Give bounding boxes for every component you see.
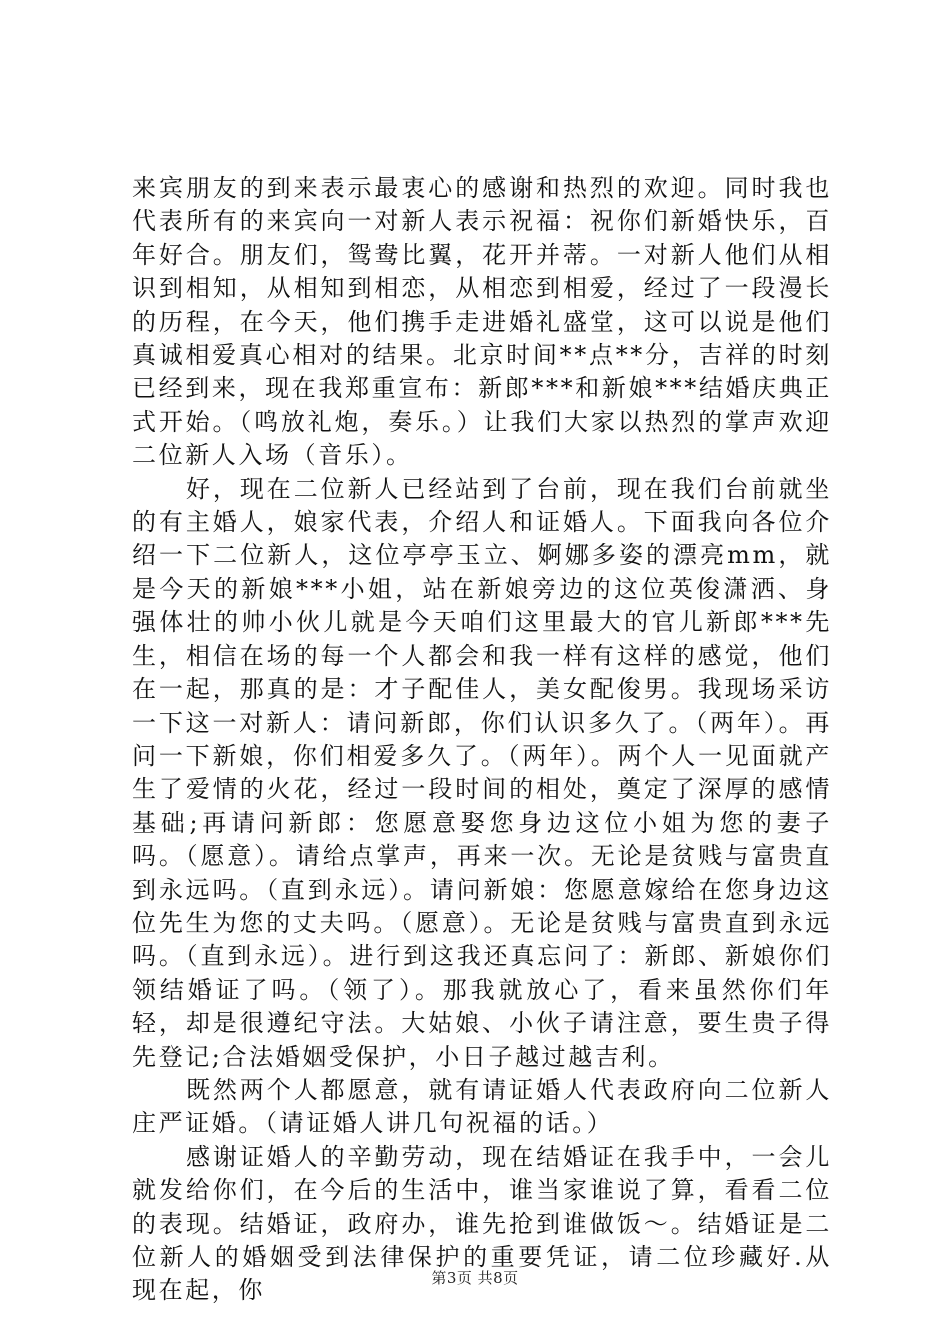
paragraph-2: 好，现在二位新人已经站到了台前，现在我们台前就坐的有主婚人，娘家代表，介绍人和证婚人。下面我向各位介绍一下二位新人，这位亭亭玉立、婀娜多姿的漂亮mm，就是今天的新娘***小姐，站在新娘旁边的这位英俊潇洒、身强体壮的帅小伙儿就是今天咱们这里最大的官儿新郎***先生，相信在场的每一个人都会和我一样有这样的感觉，他们在一起，那真的是：才子配佳人，美女配俊男。我现场采访一下这一对新人：请问新郎，你们认识多久了。（两年）。再问一下新娘，你们相爱多久了。（两年）。两个人一见面就产生了爱情的火花，经过一段时间的相处，奠定了深厚的感情基础;再请问新郎：您愿意娶您身边这位小姐为您的妻子吗。（愿意）。请给点掌声，再来一次。无论是贫贱与富贵直到永远吗。（直到永远）。请问新娘：您愿意嫁给在您身边这位先生为您的丈夫吗。（愿意）。无论是贫贱与富贵直到永远吗。（直到永远）。进行到这我还真忘问了：新郎、新娘你们领结婚证了吗。（领了）。那我就放心了，看来虽然你们年轻，却是很遵纪守法。大姑娘、小伙子请注意，要生贵子得先登记;合法婚姻受保护，小日子越过越吉利。 [132, 474, 832, 1071]
paragraph-3: 既然两个人都愿意，就有请证婚人代表政府向二位新人庄严证婚。（请证婚人讲几句祝福的话。） [132, 1075, 832, 1138]
page-number-footer: 第3页 共8页 [431, 1269, 519, 1287]
document-body [132, 172, 832, 1308]
paragraph-4: 感谢证婚人的辛勤劳动，现在结婚证在我手中，一会儿就发给你们，在今后的生活中，谁当家谁说了算，看看二位的表现。结婚证，政府办，谁先抢到谁做饭～。结婚证是二位新人的婚姻受到法律保护的重要凭证，请二位珍藏好.从现在起，你 [132, 1142, 832, 1305]
paragraph-1: 来宾朋友的到来表示最衷心的感谢和热烈的欢迎。同时我也代表所有的来宾向一对新人表示祝福：祝你们新婚快乐，百年好合。朋友们，鸳鸯比翼，花开并蒂。一对新人他们从相识到相知，从相知到相恋，从相恋到相爱，经过了一段漫长的历程，在今天，他们携手走进婚礼盛堂，这可以说是他们真诚相爱真心相对的结果。北京时间**点**分，吉祥的时刻已经到来，现在我郑重宣布：新郎***和新娘***结婚庆典正式开始。（鸣放礼炮，奏乐。）让我们大家以热烈的掌声欢迎二位新人入场（音乐）。 [132, 174, 832, 470]
